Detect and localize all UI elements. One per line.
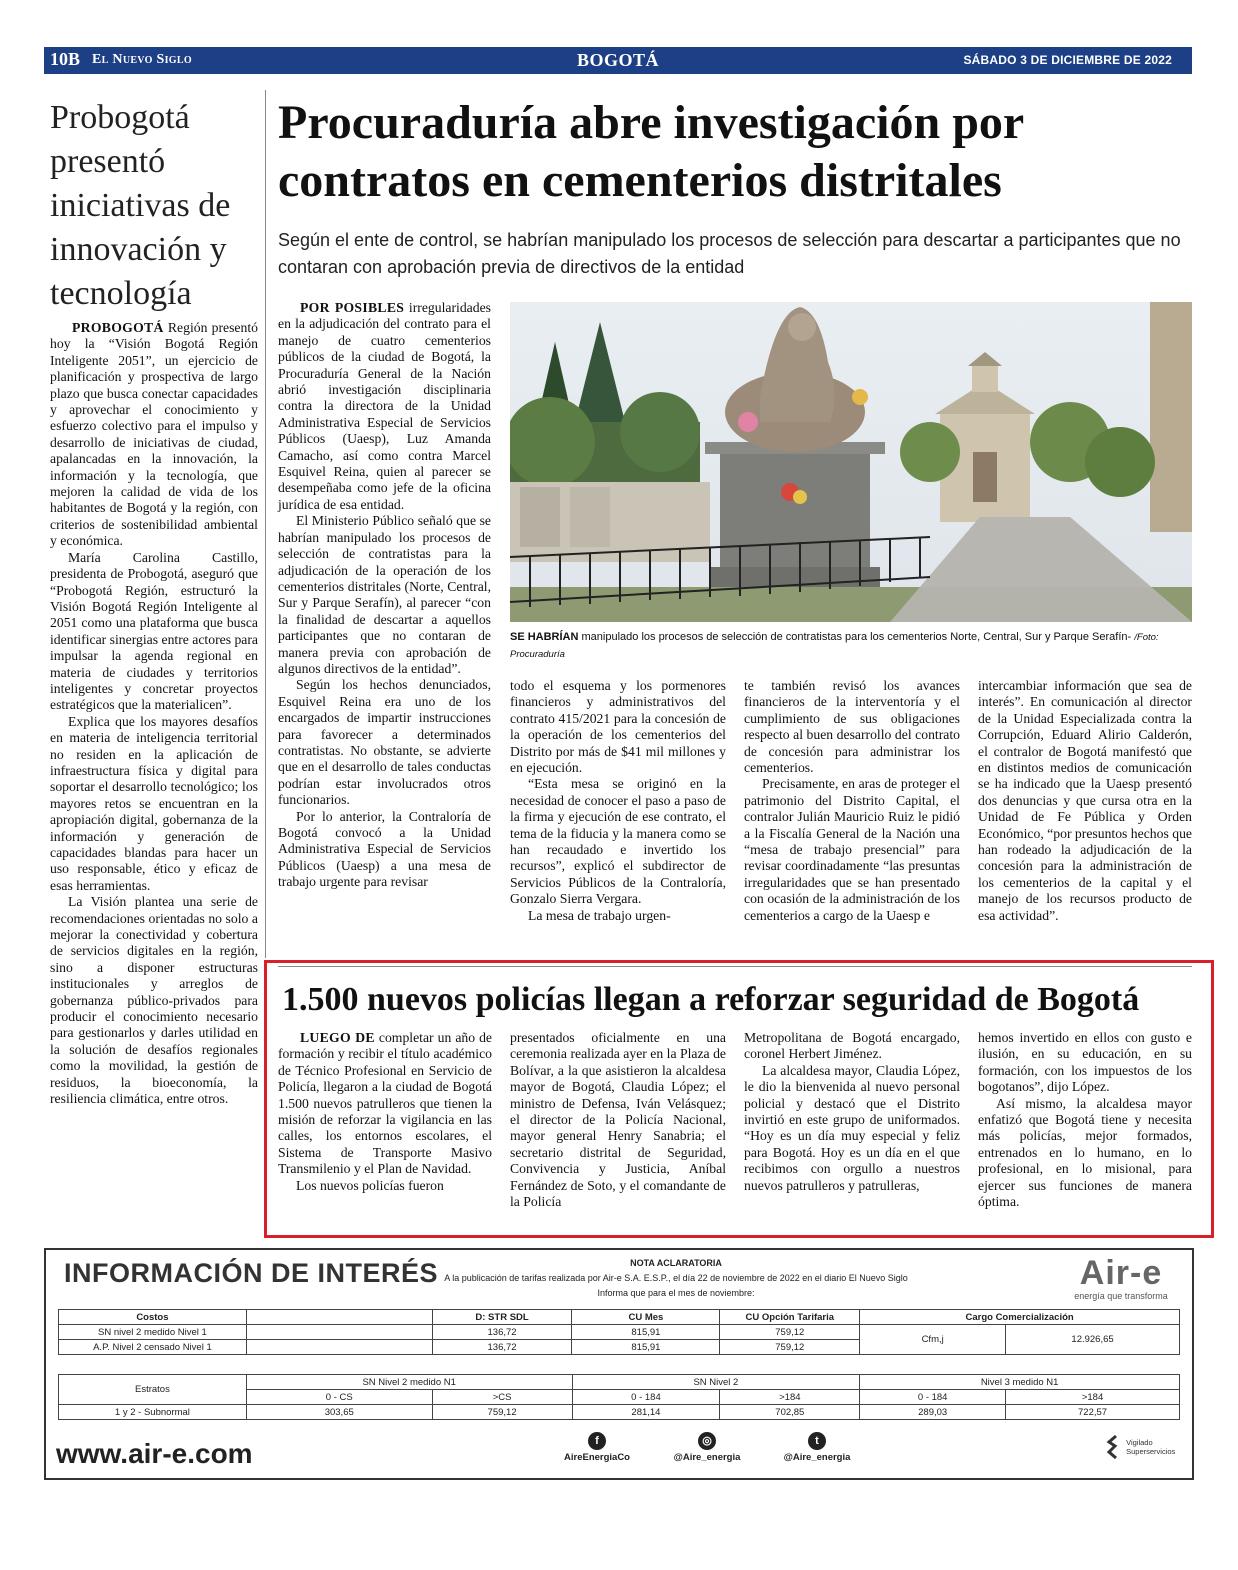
ad-note bbox=[426, 1256, 926, 1301]
photo-caption bbox=[510, 629, 1192, 663]
table-row bbox=[59, 1405, 1180, 1420]
police-article-column-3 bbox=[744, 1030, 960, 1194]
twitter-icon: t bbox=[808, 1432, 826, 1450]
table-header: 0 - 184 bbox=[860, 1390, 1006, 1405]
side-article-paragraph: Región presentó hoy la “Visión Bogotá Región Inteligente 2051”, un ejercicio de planificación y prospectiva de largo plazo que busca conectar capacidades y aprovechar el conocimiento y esfuerzo colectivo para el impulso y desarrollo de iniciativas de ciudad, apalancadas en la innovación, la información y la tecnología, que mejoren la calidad de vida de los habitantes de Bogotá y la región, con criterios de sostenibilidad ambiental y económica. bbox=[50, 320, 258, 549]
table-header: SN Nivel 2 bbox=[572, 1375, 860, 1390]
table-cell: 815,91 bbox=[572, 1340, 720, 1355]
main-article-paragraph: irregularidades en la adjudicación del contrato para el manejo de cuatro cementerios públicos de la ciudad de Bogotá, la Procuraduría General de la Nación abrió investigación disciplinaria contra la directora de la Unidad Administrativa Especial de Servicios Públicos (Uaesp), Luz Amanda Camacho, así como contra Marcel Esquivel Reina, quien al parecer se desempeñaba como jefe de la oficina jurídica de esa entidad. bbox=[278, 300, 491, 512]
main-article-paragraph: todo el esquema y los pormenores financieros y administrativos del contrato 415/2021 para la concesión de la operación de los cementerios del Distrito por más de $41 mil millones y en ejecución. bbox=[510, 678, 726, 776]
ad-website-link[interactable]: www.air-e.com bbox=[56, 1438, 253, 1469]
side-article-paragraph: La Visión plantea una serie de recomendaciones orientadas no solo a mejorar la conectividad y cobertura de servicios digitales en la región, sino a disponer estructuras institucionales y arreglos de gobernanza público-privados para producir el conocimiento necesario para gestionarlos y darles utilidad en la solución de desafíos regionales como la movilidad, la gestión de residuos, la bioeconomía, la resiliencia climática, entre otros. bbox=[50, 894, 258, 1107]
vigilado-badge bbox=[1106, 1434, 1175, 1460]
ad-note-title: NOTA ACLARATORIA bbox=[630, 1258, 722, 1268]
police-article-paragraph: completar un año de formación y recibir el título académico de Técnico Profesional en Servicio de Policía, llegaron a la ciudad de Bogotá 1.500 nuevos patrulleros que tienen la misión de reforzar la vigilancia en las calles, los entornos escolares, el Sistema de Transporte Masivo Transmilenio y el Plan de Navidad. bbox=[278, 1030, 493, 1177]
main-article-paragraph: El Ministerio Público señaló que se habrían manipulado los procesos de selección de contratistas para la adjudicación de la operación de los cementerios distritales (Norte, Central, Sur y Parque Serafín), al parecer “con la finalidad de descartar a aquellos participantes que no contaran de manera previa con aprobación de algunos directivos de la entidad”. bbox=[278, 513, 491, 676]
main-article-paragraph: intercambiar información que sea de interés”. En comunicación al director de la Unidad Especializada contra la Corrupción, Eduard Alirio Calderón, el contralor de Bogotá manifestó que en distintos medios de comunicación se ha indicado que la Uaesp presentó dos denuncias y que cursa otra en la Unidad de Fe Pública y Orden Económico, “por presuntos hechos que han rodeado la adjudicación de la concesión para la administración de los cementerios de la capital y el manejo de los recursos producto de esa actividad”. bbox=[978, 678, 1193, 923]
police-article-column-2 bbox=[510, 1030, 726, 1210]
main-article-column-1 bbox=[278, 300, 491, 891]
instagram-icon: ◎ bbox=[698, 1432, 716, 1450]
police-article-column-4 bbox=[978, 1030, 1192, 1210]
table-cell: SN nivel 2 medido Nivel 1 bbox=[59, 1325, 247, 1340]
table-header: CU Opción Tarifaria bbox=[720, 1310, 860, 1325]
caption-kicker: SE HABRÍAN bbox=[510, 631, 579, 643]
divider bbox=[278, 966, 1192, 967]
ad-title: INFORMACIÓN DE INTERÉS bbox=[64, 1258, 439, 1288]
table-cell: 702,85 bbox=[720, 1405, 860, 1420]
main-article-paragraph: La mesa de trabajo urgen- bbox=[528, 907, 671, 923]
table-header: Costos bbox=[59, 1310, 247, 1325]
tariff-table-1 bbox=[58, 1309, 1180, 1355]
table-cell: 12.926,65 bbox=[1006, 1325, 1180, 1355]
table-cell: 815,91 bbox=[572, 1325, 720, 1340]
main-article-paragraph: Por lo anterior, la Contraloría de Bogotá convocó a la Unidad Administrativa Especial de Servicios Públicos (Uaesp) a una mesa de trabajo urgente para revisar bbox=[278, 808, 491, 890]
instagram-link[interactable] bbox=[662, 1432, 752, 1463]
ad-note-line: A la publicación de tarifas realizada por Air-e S.A. E.S.P., el día 22 de noviembre de 2022 en el diario El Nuevo Siglo bbox=[444, 1273, 908, 1283]
main-article-subtitle: Según el ente de control, se habrían manipulado los procesos de selección para descartar a participantes que no contaran con aprobación previa de directivos de la entidad bbox=[278, 230, 1181, 277]
police-article-paragraph: Metropolitana de Bogotá encargado, coronel Herbert Jiménez. bbox=[744, 1030, 960, 1062]
advertisement bbox=[44, 1248, 1194, 1480]
table-header bbox=[246, 1310, 432, 1325]
table-cell bbox=[246, 1340, 432, 1355]
table-row bbox=[59, 1325, 1180, 1340]
main-article-paragraph: “Esta mesa se originó en la necesidad de conocer el paso a paso de la firma y ejecución de ese contrato, el tema de la fiducia y la manera como se han recaudado e invertido los recursos”, explicó el subdirector de Servicios Públicos de la Contraloría, Gonzalo Sierra Vergara. bbox=[510, 776, 726, 907]
main-article-paragraph: Según los hechos denunciados, Esquivel Reina era uno de los encargados de impartir instrucciones para favorecer a determinados contratistas. No obstante, se advierte que en el desarrollo de tales conductas podrían estar involucrados otros funcionarios. bbox=[278, 677, 491, 808]
caption-text: manipulado los procesos de selección de contratistas para los cementerios Norte, Central, Sur y Parque Serafín- bbox=[581, 631, 1132, 643]
side-article-kicker: PROBOGOTÁ bbox=[72, 320, 164, 335]
superservicios-icon bbox=[1106, 1434, 1120, 1460]
social-handle: @Aire_energia bbox=[783, 1452, 851, 1463]
logo-text: Air-e bbox=[1079, 1254, 1163, 1292]
tariff-table-2 bbox=[58, 1374, 1180, 1420]
table-header: CU Mes bbox=[572, 1310, 720, 1325]
publication-name: El Nuevo Siglo bbox=[92, 52, 192, 67]
table-cell: 289,03 bbox=[860, 1405, 1006, 1420]
police-article-paragraph: La alcaldesa mayor, Claudia López, le dio la bienvenida al nuevo personal policial y destacó que el Distrito invirtió en este grupo de uniformados. “Hoy es un día muy especial y feliz para Bogotá. Hoy es un día en el que recibimos con orgullo a nuestros nuevos patrulleros y patrulleras, bbox=[744, 1062, 960, 1193]
table-header: 0 - CS bbox=[246, 1390, 432, 1405]
table-cell: 1 y 2 - Subnormal bbox=[59, 1405, 247, 1420]
ad-note-line: Informa que para el mes de noviembre: bbox=[597, 1288, 755, 1298]
main-article-paragraph: te también revisó los avances financieros de la interventoría y el cumplimiento de sus obligaciones respecto al buen desarrollo del contrato de concesión para administrar los cementerios. bbox=[744, 678, 960, 776]
table-cell: 136,72 bbox=[432, 1340, 572, 1355]
main-article-paragraph: Precisamente, en aras de proteger el patrimonio del Distrito Capital, el contralor Julián Mauricio Ruiz le pidió a la Fiscalía General de la Nación una “mesa de trabajo presencial” para revisar coordinadamente “las presuntas irregularidades que se han presentado con ocasión de la administración de los cementerios a cargo de la Uaesp e bbox=[744, 776, 960, 923]
main-article-title: Procuraduría abre investigación por contratos en cementerios distritales bbox=[278, 96, 1024, 207]
table-cell: 722,57 bbox=[1006, 1405, 1180, 1420]
table-cell: 759,12 bbox=[432, 1405, 572, 1420]
police-article-kicker: LUEGO DE bbox=[300, 1030, 375, 1045]
main-article-column-4 bbox=[978, 678, 1192, 924]
table-cell: Cfm,j bbox=[860, 1325, 1006, 1355]
page-header bbox=[44, 47, 1192, 74]
police-article-column-1 bbox=[278, 1030, 492, 1194]
vigilado-entity: Superservicios bbox=[1126, 1447, 1176, 1456]
column-divider bbox=[265, 90, 266, 958]
table-header: Estratos bbox=[59, 1375, 247, 1405]
table-cell bbox=[246, 1325, 432, 1340]
side-article-paragraph: María Carolina Castillo, presidenta de Probogotá, aseguró que “Probogotá Región, estructuró la Visión Bogotá Región Inteligente al 2051 como una plataforma que busca identificar sinergias entre actores para impulsar la agenda regional en materia de ciudades y territorios inteligentes y concretar proyectos estratégicos que la materialicen”. bbox=[50, 549, 258, 713]
table-cell: A.P. Nivel 2 censado Nivel 1 bbox=[59, 1340, 247, 1355]
table-header: Nivel 3 medido N1 bbox=[860, 1375, 1180, 1390]
logo-tagline: energía que transforma bbox=[1074, 1291, 1168, 1301]
table-header: >184 bbox=[720, 1390, 860, 1405]
table-header: D: STR SDL bbox=[432, 1310, 572, 1325]
table-header: Cargo Comercialización bbox=[860, 1310, 1180, 1325]
police-article-paragraph: hemos invertido en ellos con gusto e ilusión, en su educación, en su formación, con los impuestos de los bogotanos”, dijo López. bbox=[978, 1030, 1192, 1095]
section-name: BOGOTÁ bbox=[576, 50, 659, 70]
side-article-paragraph: Explica que los mayores desafíos en materia de inteligencia territorial no residen en la aplicación de infraestructura física y digital para soportar el desarrollo tecnológico; los mayores retos se encuentran en la apropiación digital, gobernanza de la información y generación de capacidades blandas para hacer un uso responsable, ético y eficaz de esas herramientas. bbox=[50, 713, 258, 893]
table-cell: 759,12 bbox=[720, 1340, 860, 1355]
air-e-logo bbox=[1056, 1255, 1186, 1301]
twitter-link[interactable] bbox=[772, 1432, 862, 1463]
table-header: >184 bbox=[1006, 1390, 1180, 1405]
police-article-paragraph: presentados oficialmente en una ceremonia realizada ayer en la Plaza de Bolívar, a la que asistieron la alcaldesa mayor de Bogotá, Claudia López; el ministro de Defensa, Iván Velásquez; el director de la Policía Nacional, mayor general Henry Sanabria; el secretario distrital de Seguridad, Convivencia y Justicia, Aníbal Fernández de Soto, y el comandante de la Policía bbox=[510, 1030, 726, 1210]
table-cell: 759,12 bbox=[720, 1325, 860, 1340]
social-handle: AireEnergiaCo bbox=[564, 1452, 630, 1463]
facebook-icon: f bbox=[588, 1432, 606, 1450]
police-article-title: 1.500 nuevos policías llegan a reforzar seguridad de Bogotá bbox=[282, 981, 1140, 1018]
photo-credit: /Foto: Procuraduría bbox=[510, 632, 1159, 660]
side-article-body bbox=[50, 320, 258, 1108]
page-number: 10B bbox=[50, 49, 81, 69]
side-article-title: Probogotá presentó iniciativas de innovación y tecnología bbox=[50, 99, 231, 312]
issue-date: SÁBADO 3 DE DICIEMBRE DE 2022 bbox=[963, 53, 1172, 67]
main-article-kicker: POR POSIBLES bbox=[300, 300, 405, 315]
table-cell: 303,65 bbox=[246, 1405, 432, 1420]
main-article-column-3 bbox=[744, 678, 960, 924]
cemetery-photo bbox=[510, 302, 1192, 622]
table-header: SN Nivel 2 medido N1 bbox=[246, 1375, 572, 1390]
table-cell: 136,72 bbox=[432, 1325, 572, 1340]
facebook-link[interactable] bbox=[552, 1432, 642, 1463]
table-header: 0 - 184 bbox=[572, 1390, 720, 1405]
table-header: >CS bbox=[432, 1390, 572, 1405]
vigilado-label: Vigilado bbox=[1126, 1438, 1153, 1447]
table-cell: 281,14 bbox=[572, 1405, 720, 1420]
main-article-column-2 bbox=[510, 678, 726, 924]
police-article-paragraph: Así mismo, la alcaldesa mayor enfatizó que Bogotá tiene y necesita más policías, mejor formados, entrenados en lo humano, en lo profesional, en lo misional, para ejercer sus funciones de manera óptima. bbox=[978, 1095, 1192, 1210]
social-handle: @Aire_energia bbox=[673, 1452, 741, 1463]
police-article-paragraph: Los nuevos policías fueron bbox=[296, 1177, 444, 1193]
